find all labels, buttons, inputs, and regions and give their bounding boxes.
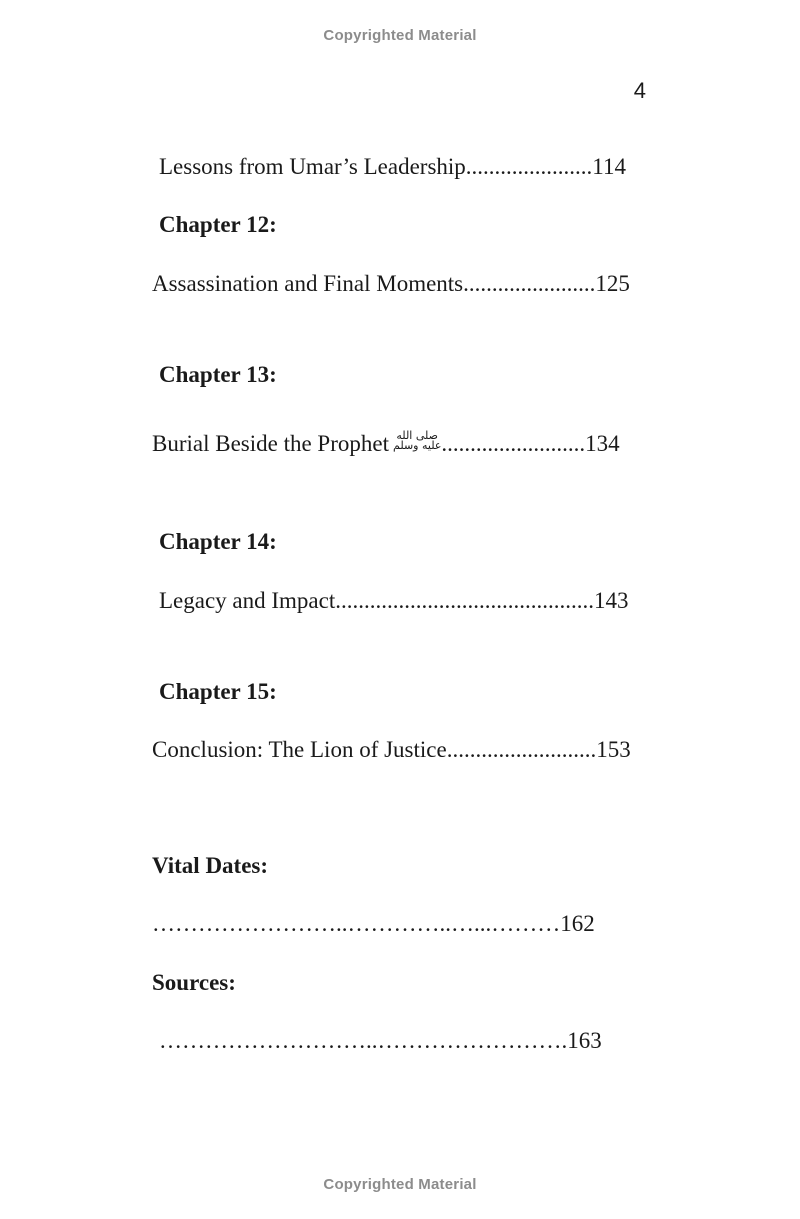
toc-entry-lessons-from-umars-leadership: Lessons from Umar’s Leadership......................114 (159, 154, 626, 179)
chapter-12-heading: Chapter 12: (159, 212, 277, 237)
copyright-watermark-bottom: Copyrighted Material (323, 1176, 477, 1193)
toc-entry-sources: ………………………..…………………….163 (159, 1028, 602, 1053)
copyright-watermark-top: Copyrighted Material (323, 27, 477, 44)
toc-entry-burial-text: Burial Beside the Prophet (152, 431, 389, 456)
toc-entry-assassination: Assassination and Final Moments.......................125 (152, 271, 630, 296)
page-number: 4 (633, 78, 646, 103)
toc-entry-legacy-and-impact: Legacy and Impact.............................................143 (159, 588, 629, 613)
sources-heading: Sources: (152, 970, 236, 995)
chapter-15-heading: Chapter 15: (159, 679, 277, 704)
salawat-seal (393, 431, 441, 451)
toc-entry-burial-leader: .........................134 (441, 431, 620, 456)
salawat-seal-line1: صلى الله (396, 429, 438, 442)
toc-entry-vital-dates: ……………………..…………..…...………162 (152, 911, 595, 936)
chapter-14-heading: Chapter 14: (159, 529, 277, 554)
salawat-seal-line2: عليه وسلم (393, 439, 442, 452)
chapter-13-heading: Chapter 13: (159, 362, 277, 387)
toc-entry-burial-beside-the-prophet (152, 431, 620, 455)
toc-entry-conclusion: Conclusion: The Lion of Justice..........................153 (152, 737, 631, 762)
vital-dates-heading: Vital Dates: (152, 853, 269, 878)
